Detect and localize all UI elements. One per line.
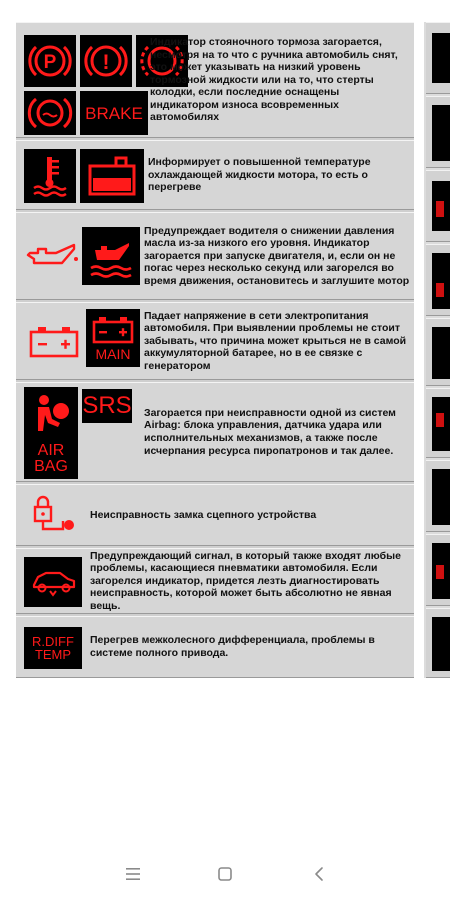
home-square-icon [217, 866, 233, 882]
brake-fluid-icon [24, 91, 76, 135]
adjacent-column-strip [424, 22, 450, 678]
main-battery-icon [86, 309, 140, 367]
row-description: Перегрев межколесного дифференциала, проблемы в системе полного привода. [90, 634, 375, 659]
parking-brake-icon [24, 35, 76, 87]
menu-icon [125, 867, 141, 881]
home-button[interactable] [213, 862, 237, 886]
table-row [16, 484, 414, 546]
side-cell [426, 22, 450, 94]
warning-lights-table [16, 22, 414, 678]
table-row [16, 302, 414, 380]
system-navigation-bar [0, 848, 450, 900]
back-button[interactable] [307, 862, 331, 886]
srs-text-icon [82, 389, 132, 423]
coolant-level-icon [80, 149, 144, 203]
airbag-passenger-icon [24, 387, 78, 439]
side-cell [426, 96, 450, 168]
rdiff-label: R.DIFF [32, 634, 74, 649]
row-description: Предупреждающий сигнал, в который также входят любые проблемы, касающиеся пневматики автомобиля. Если загорелся индикатор, придется лезть диагностировать неисправность, которой может быть абсолютно не явная вещь. [90, 549, 401, 612]
coolant-temperature-icon [24, 149, 76, 203]
battery-icon [24, 321, 84, 361]
side-cell [426, 318, 450, 386]
side-cell [426, 534, 450, 606]
table-row [16, 548, 414, 614]
brake-exclamation: ! [102, 51, 110, 74]
menu-button[interactable] [121, 862, 145, 886]
oil-level-icon [82, 227, 140, 285]
table-row [16, 382, 414, 482]
side-cell [426, 244, 450, 316]
air-label: AIR [37, 442, 65, 459]
brake-warning-icon [80, 35, 132, 87]
bag-label: BAG [34, 458, 68, 475]
parking-p-letter: P [43, 52, 57, 73]
side-cell [426, 608, 450, 678]
table-row [16, 22, 414, 138]
side-cell [426, 460, 450, 532]
rdiff-temp-text-icon [24, 627, 82, 669]
oil-can-icon [24, 229, 80, 285]
row-description: Падает напряжение в сети электропитания автомобиля. При выявлении проблемы не стоит забывать, что причина может крыться не в самой аккумуляторной батарее, но в ее связке с генератором [144, 309, 407, 372]
air-bag-text-icon [24, 439, 78, 479]
row-description: Информирует о повышенной температуре охлаждающей жидкости мотора, то есть о перегреве [148, 156, 371, 194]
table-row [16, 616, 414, 678]
brake-label: BRAKE [85, 103, 143, 123]
tow-hitch-lock-icon [24, 489, 84, 543]
side-cell [426, 170, 450, 242]
srs-label: SRS [82, 392, 132, 419]
table-row [16, 212, 414, 300]
row-description: Загорается при неисправности одной из систем Airbag: блока управления, датчика удара или исполнительных механизмов, а также после исчерпания ресурса пиропатронов и так далее. [144, 406, 396, 457]
main-label: MAIN [95, 346, 131, 362]
row-description: Индикатор стояночного тормоза загорается, несмотря на то что с ручника автомобиль снят, это может указывать на низкий уровень тормозной жидкости или на то, что стерты колодки, если последние оснащены индикатором износа всовременных автомобилях [150, 35, 398, 124]
temp-label: TEMP [34, 647, 72, 662]
table-row [16, 140, 414, 210]
side-cell [426, 388, 450, 458]
air-suspension-icon [24, 557, 82, 607]
row-description: Неисправность замка сцепного устройства [90, 508, 317, 521]
row-description: Предупреждает водителя о снижении давления масла из-за низкого его уровня. Индикатор загорается при запуске двигателя, и, если он не погас через несколько секунд или загорелся во время движения, остановитесь и заглушите мотор [144, 224, 410, 287]
back-chevron-icon [313, 866, 325, 882]
brake-text-icon [80, 91, 148, 135]
